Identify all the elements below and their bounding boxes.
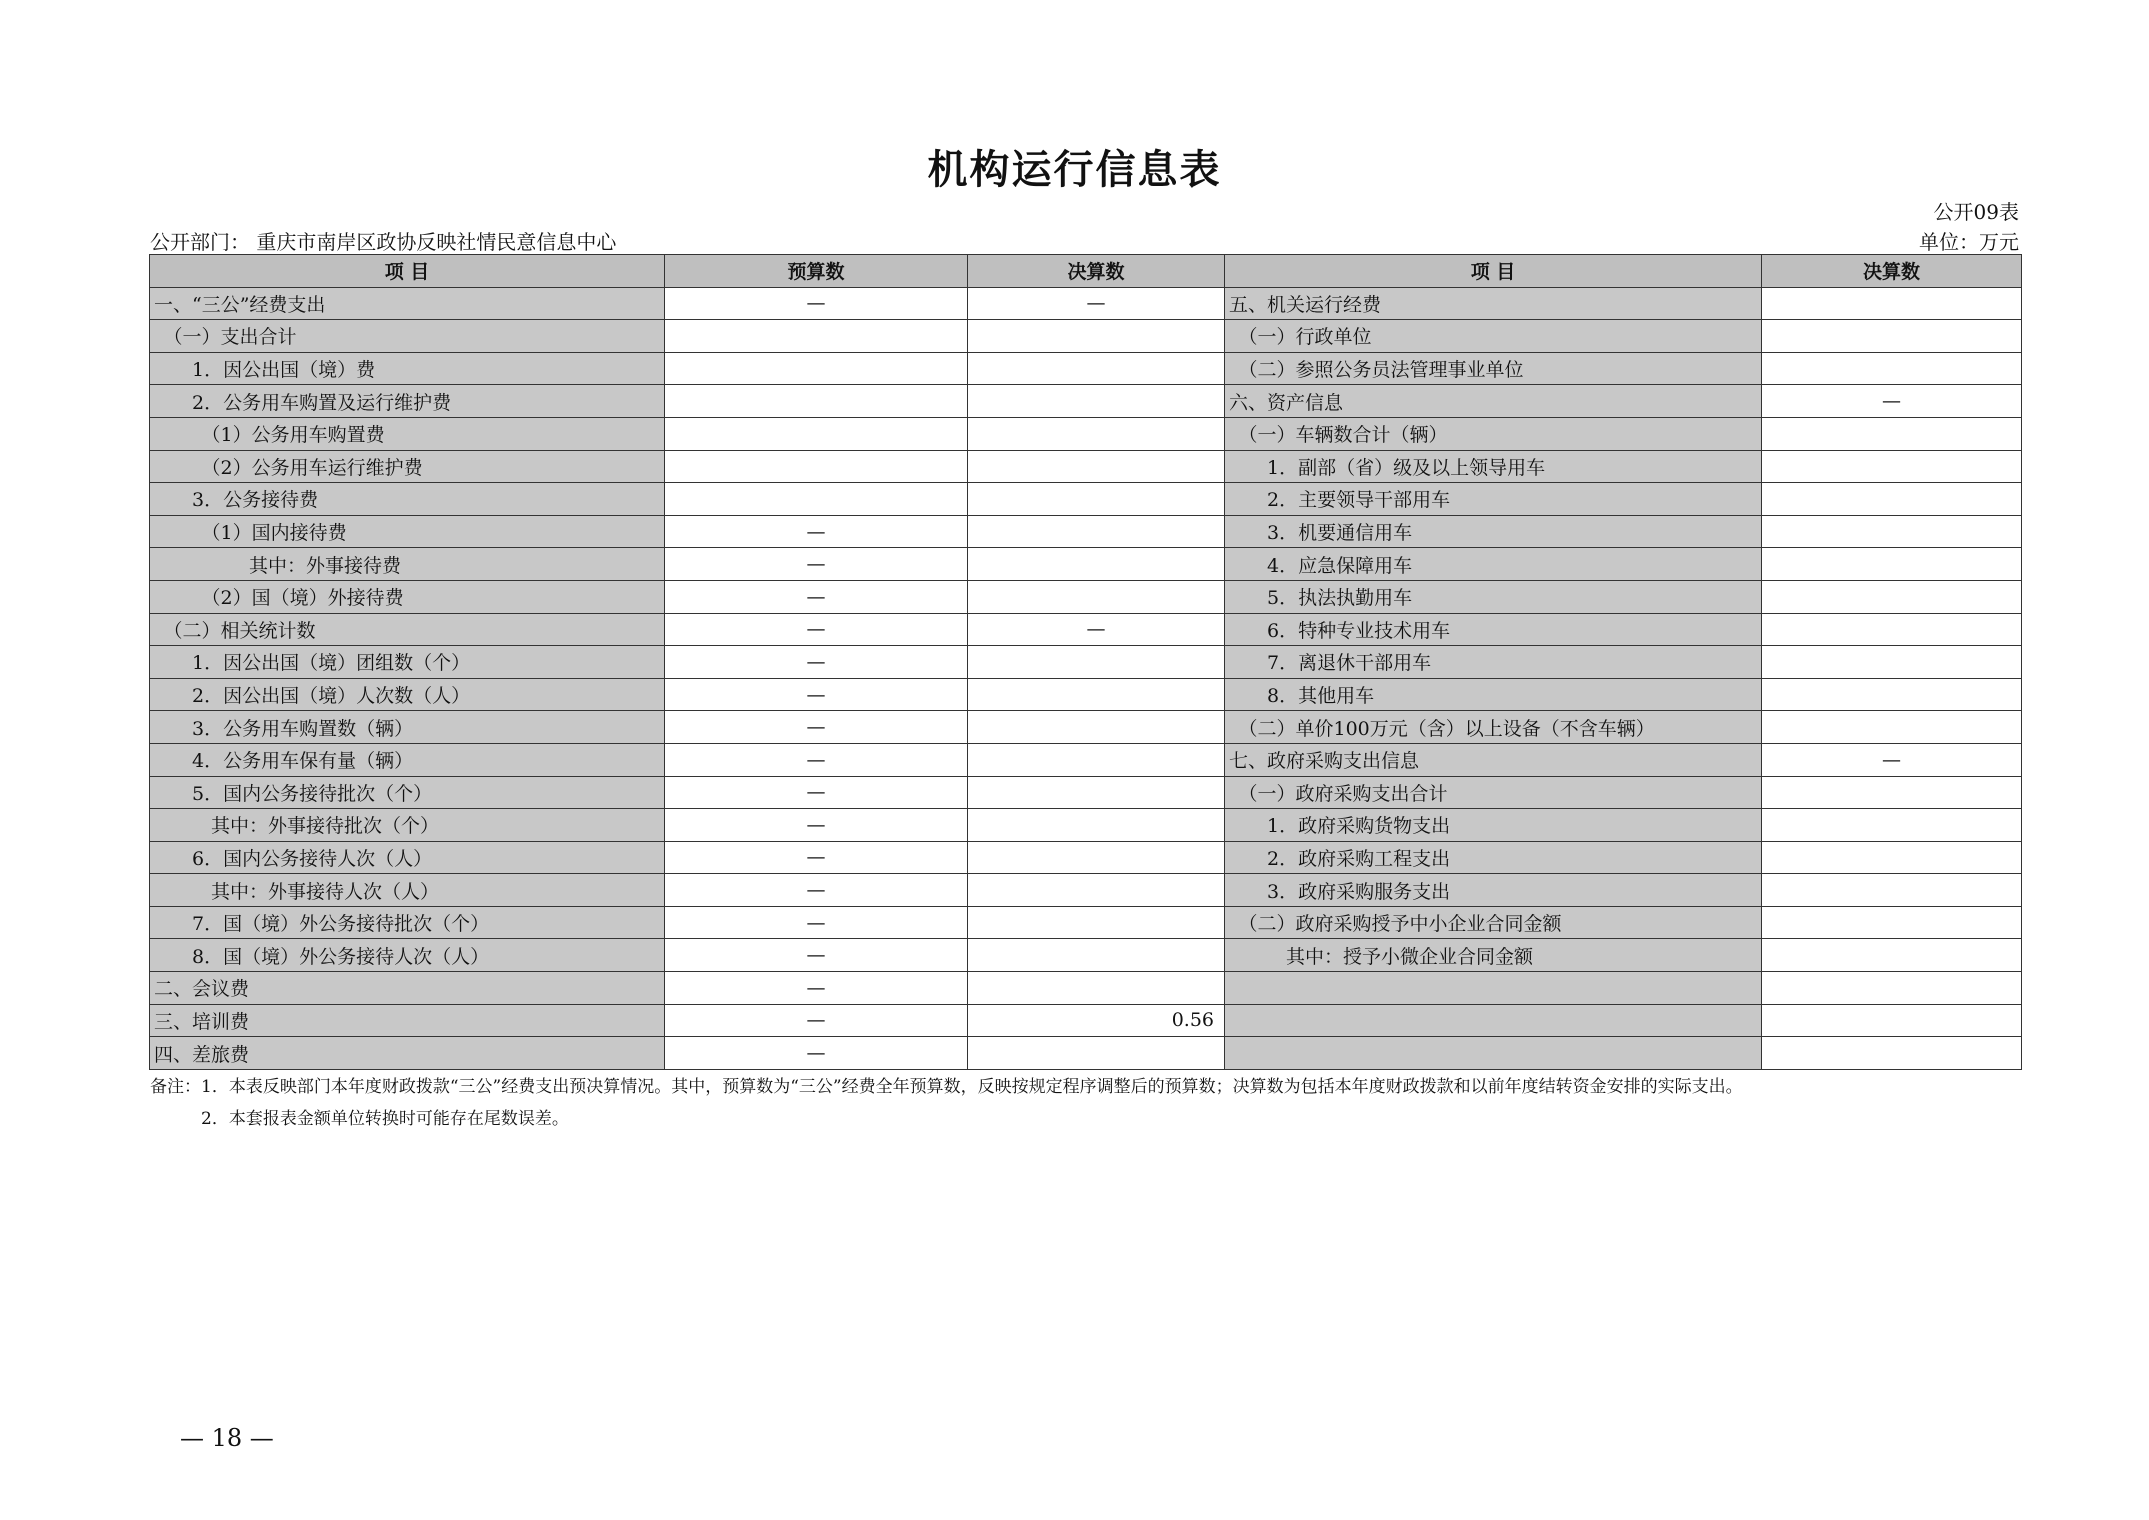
cell-final-left bbox=[968, 678, 1225, 711]
cell-final-right bbox=[1762, 320, 2022, 353]
cell-item-left: 一、“三公”经费支出 bbox=[150, 287, 665, 320]
cell-item-left: 7．国（境）外公务接待批次（个） bbox=[150, 906, 665, 939]
cell-budget: — bbox=[665, 906, 968, 939]
table-row bbox=[150, 906, 2022, 939]
cell-budget: — bbox=[665, 1004, 968, 1037]
table-row bbox=[150, 841, 2022, 874]
cell-item-left: 1．因公出国（境）费 bbox=[150, 352, 665, 385]
cell-budget: — bbox=[665, 743, 968, 776]
table-row bbox=[150, 809, 2022, 842]
cell-budget bbox=[665, 385, 968, 418]
cell-item-left: 四、差旅费 bbox=[150, 1037, 665, 1070]
cell-final-left: — bbox=[968, 287, 1225, 320]
cell-final-right bbox=[1762, 548, 2022, 581]
cell-final-left bbox=[968, 385, 1225, 418]
cell-final-left bbox=[968, 809, 1225, 842]
table-row bbox=[150, 646, 2022, 679]
table-row bbox=[150, 1037, 2022, 1070]
cell-final-right bbox=[1762, 352, 2022, 385]
cell-final-left: — bbox=[968, 613, 1225, 646]
cell-final-right bbox=[1762, 906, 2022, 939]
table-row bbox=[150, 711, 2022, 744]
table-row bbox=[150, 548, 2022, 581]
cell-final-right: — bbox=[1762, 385, 2022, 418]
cell-item-left: 3．公务接待费 bbox=[150, 483, 665, 516]
cell-item-left: （1）国内接待费 bbox=[150, 515, 665, 548]
header-budget: 预算数 bbox=[665, 255, 968, 288]
cell-item-left: （一）支出合计 bbox=[150, 320, 665, 353]
header-final-left: 决算数 bbox=[968, 255, 1225, 288]
cell-final-right bbox=[1762, 417, 2022, 450]
cell-final-right bbox=[1762, 1004, 2022, 1037]
cell-item-right bbox=[1225, 1037, 1762, 1070]
cell-budget: — bbox=[665, 613, 968, 646]
cell-final-left bbox=[968, 874, 1225, 907]
cell-final-right bbox=[1762, 1037, 2022, 1070]
cell-final-left bbox=[968, 972, 1225, 1005]
note-line: 备注：1．本表反映部门本年度财政拨款“三公”经费支出预决算情况。其中，预算数为“三公”经费全年预算数，反映按规定程序调整后的预算数；决算数为包括本年度财政拨款和以前年度结转资金安排的实际支出。 bbox=[150, 1077, 1743, 1097]
cell-budget: — bbox=[665, 646, 968, 679]
cell-item-right: 五、机关运行经费 bbox=[1225, 287, 1762, 320]
table-row bbox=[150, 1004, 2022, 1037]
cell-final-right bbox=[1762, 483, 2022, 516]
cell-final-right bbox=[1762, 972, 2022, 1005]
cell-item-left: 2．公务用车购置及运行维护费 bbox=[150, 385, 665, 418]
cell-item-right: （二）单价100万元（含）以上设备（不含车辆） bbox=[1225, 711, 1762, 744]
cell-budget: — bbox=[665, 1037, 968, 1070]
cell-item-right: （一）行政单位 bbox=[1225, 320, 1762, 353]
cell-final-left bbox=[968, 711, 1225, 744]
cell-final-right bbox=[1762, 874, 2022, 907]
cell-final-right bbox=[1762, 939, 2022, 972]
cell-item-right bbox=[1225, 1004, 1762, 1037]
cell-item-left: （2）公务用车运行维护费 bbox=[150, 450, 665, 483]
cell-final-left bbox=[968, 450, 1225, 483]
table-row bbox=[150, 385, 2022, 418]
cell-budget: — bbox=[665, 972, 968, 1005]
cell-final-right bbox=[1762, 809, 2022, 842]
cell-final-left bbox=[968, 939, 1225, 972]
cell-budget: — bbox=[665, 678, 968, 711]
cell-item-left: 二、会议费 bbox=[150, 972, 665, 1005]
cell-final-right bbox=[1762, 841, 2022, 874]
table-row bbox=[150, 874, 2022, 907]
cell-item-left: （二）相关统计数 bbox=[150, 613, 665, 646]
cell-final-right bbox=[1762, 515, 2022, 548]
cell-item-left: 其中：外事接待人次（人） bbox=[150, 874, 665, 907]
cell-item-left: 4．公务用车保有量（辆） bbox=[150, 743, 665, 776]
cell-item-left: 6．国内公务接待人次（人） bbox=[150, 841, 665, 874]
cell-item-left: 其中：外事接待费 bbox=[150, 548, 665, 581]
header-item-right: 项 目 bbox=[1225, 255, 1762, 288]
cell-budget: — bbox=[665, 841, 968, 874]
cell-budget: — bbox=[665, 809, 968, 842]
cell-item-right: 2．主要领导干部用车 bbox=[1225, 483, 1762, 516]
cell-final-right bbox=[1762, 678, 2022, 711]
cell-item-right: （一）政府采购支出合计 bbox=[1225, 776, 1762, 809]
table-header-row bbox=[150, 255, 2022, 288]
cell-final-left bbox=[968, 646, 1225, 679]
cell-final-right bbox=[1762, 287, 2022, 320]
cell-item-right bbox=[1225, 972, 1762, 1005]
cell-final-right bbox=[1762, 580, 2022, 613]
cell-item-right: 六、资产信息 bbox=[1225, 385, 1762, 418]
cell-item-right: 6．特种专业技术用车 bbox=[1225, 613, 1762, 646]
cell-item-left: 其中：外事接待批次（个） bbox=[150, 809, 665, 842]
cell-item-left: 三、培训费 bbox=[150, 1004, 665, 1037]
table-row bbox=[150, 972, 2022, 1005]
cell-item-left: 1．因公出国（境）团组数（个） bbox=[150, 646, 665, 679]
cell-item-right: 1．政府采购货物支出 bbox=[1225, 809, 1762, 842]
cell-item-left: 2．因公出国（境）人次数（人） bbox=[150, 678, 665, 711]
cell-budget bbox=[665, 320, 968, 353]
cell-budget bbox=[665, 483, 968, 516]
cell-final-left bbox=[968, 515, 1225, 548]
cell-final-left bbox=[968, 352, 1225, 385]
cell-item-right: 七、政府采购支出信息 bbox=[1225, 743, 1762, 776]
cell-item-right: 其中：授予小微企业合同金额 bbox=[1225, 939, 1762, 972]
page-number: — 18 — bbox=[180, 1424, 274, 1452]
cell-item-right: 7．离退休干部用车 bbox=[1225, 646, 1762, 679]
table-row bbox=[150, 352, 2022, 385]
table-row bbox=[150, 450, 2022, 483]
cell-budget: — bbox=[665, 515, 968, 548]
cell-final-left bbox=[968, 320, 1225, 353]
table-row bbox=[150, 678, 2022, 711]
note-line: 2．本套报表金额单位转换时可能存在尾数误差。 bbox=[150, 1109, 569, 1129]
cell-budget: — bbox=[665, 939, 968, 972]
unit-label: 单位：万元 bbox=[1919, 230, 2019, 254]
cell-final-right: — bbox=[1762, 743, 2022, 776]
table-row bbox=[150, 743, 2022, 776]
cell-final-left bbox=[968, 417, 1225, 450]
cell-item-left: 5．国内公务接待批次（个） bbox=[150, 776, 665, 809]
cell-item-right: 5．执法执勤用车 bbox=[1225, 580, 1762, 613]
cell-final-right bbox=[1762, 711, 2022, 744]
table-row bbox=[150, 287, 2022, 320]
table-row bbox=[150, 320, 2022, 353]
cell-budget bbox=[665, 450, 968, 483]
cell-final-left bbox=[968, 906, 1225, 939]
cell-final-left bbox=[968, 841, 1225, 874]
table-row bbox=[150, 483, 2022, 516]
cell-final-right bbox=[1762, 613, 2022, 646]
info-table bbox=[149, 254, 2022, 1070]
table-row bbox=[150, 776, 2022, 809]
cell-budget bbox=[665, 417, 968, 450]
table-row bbox=[150, 417, 2022, 450]
cell-budget: — bbox=[665, 580, 968, 613]
cell-final-left bbox=[968, 483, 1225, 516]
cell-final-right bbox=[1762, 776, 2022, 809]
cell-final-right bbox=[1762, 646, 2022, 679]
cell-final-left bbox=[968, 580, 1225, 613]
cell-item-left: 8．国（境）外公务接待人次（人） bbox=[150, 939, 665, 972]
table-row bbox=[150, 580, 2022, 613]
cell-item-right: 2．政府采购工程支出 bbox=[1225, 841, 1762, 874]
cell-final-left: 0.56 bbox=[968, 1004, 1225, 1037]
cell-budget: — bbox=[665, 287, 968, 320]
table-row bbox=[150, 939, 2022, 972]
cell-budget: — bbox=[665, 548, 968, 581]
cell-final-left bbox=[968, 776, 1225, 809]
cell-item-right: 4．应急保障用车 bbox=[1225, 548, 1762, 581]
cell-item-left: 3．公务用车购置数（辆） bbox=[150, 711, 665, 744]
cell-budget: — bbox=[665, 776, 968, 809]
department-label: 公开部门： 重庆市南岸区政协反映社情民意信息中心 bbox=[150, 230, 617, 254]
cell-item-right: （二）参照公务员法管理事业单位 bbox=[1225, 352, 1762, 385]
cell-budget: — bbox=[665, 711, 968, 744]
cell-item-right: 3．机要通信用车 bbox=[1225, 515, 1762, 548]
cell-final-left bbox=[968, 1037, 1225, 1070]
cell-final-left bbox=[968, 548, 1225, 581]
header-item-left: 项 目 bbox=[150, 255, 665, 288]
cell-budget bbox=[665, 352, 968, 385]
table-row bbox=[150, 613, 2022, 646]
cell-budget: — bbox=[665, 874, 968, 907]
cell-item-right: （一）车辆数合计（辆） bbox=[1225, 417, 1762, 450]
cell-item-right: 1．副部（省）级及以上领导用车 bbox=[1225, 450, 1762, 483]
page-title: 机构运行信息表 bbox=[927, 146, 1222, 193]
cell-item-right: 8．其他用车 bbox=[1225, 678, 1762, 711]
notes bbox=[150, 1071, 1743, 1135]
form-number: 公开09表 bbox=[1933, 200, 2019, 224]
cell-item-right: （二）政府采购授予中小企业合同金额 bbox=[1225, 906, 1762, 939]
cell-item-left: （1）公务用车购置费 bbox=[150, 417, 665, 450]
header-final-right: 决算数 bbox=[1762, 255, 2022, 288]
cell-item-left: （2）国（境）外接待费 bbox=[150, 580, 665, 613]
cell-final-left bbox=[968, 743, 1225, 776]
table-row bbox=[150, 515, 2022, 548]
cell-item-right: 3．政府采购服务支出 bbox=[1225, 874, 1762, 907]
cell-final-right bbox=[1762, 450, 2022, 483]
